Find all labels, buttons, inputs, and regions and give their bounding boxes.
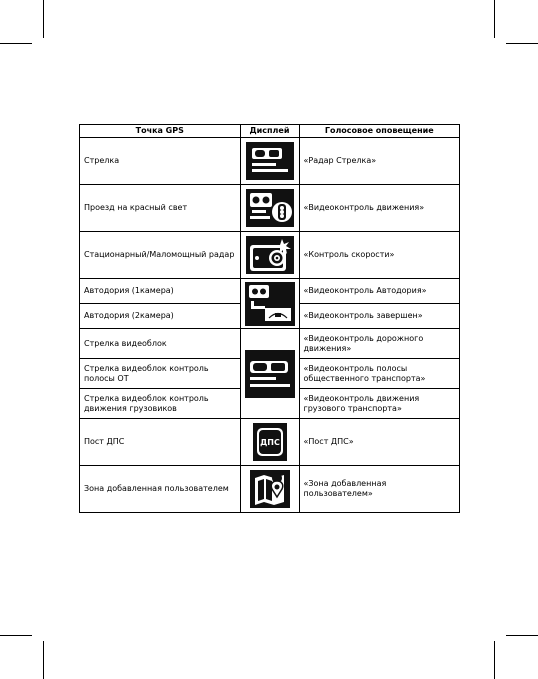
gps-point-cell: Стрелка видеоблок [80, 329, 241, 359]
table-header-row [80, 125, 460, 138]
table-row [80, 279, 460, 304]
crop-mark [0, 635, 32, 636]
crop-mark [43, 641, 44, 679]
crop-mark [0, 43, 32, 44]
videoblock-camera-icon [245, 350, 295, 398]
strelka-camera-icon [246, 142, 294, 180]
header-voice-alert: Голосовое оповещение [299, 125, 460, 138]
header-display: Дисплей [240, 125, 299, 138]
display-cell [240, 329, 299, 419]
display-cell [240, 419, 299, 466]
voice-alert-cell: «Видеоконтроль полосы общественного транспорта» [299, 359, 460, 389]
speed-radar-icon [246, 236, 294, 274]
table-row [80, 329, 460, 359]
crop-mark [43, 0, 44, 38]
crop-mark [506, 43, 538, 44]
gps-point-cell: Зона добавленная пользователем [80, 466, 241, 513]
gps-point-cell: Автодория (2камера) [80, 304, 241, 329]
voice-alert-cell: «Радар Стрелка» [299, 138, 460, 185]
gps-point-cell: Проезд на красный свет [80, 185, 241, 232]
table-row [80, 185, 460, 232]
voice-alert-cell: «Пост ДПС» [299, 419, 460, 466]
display-cell [240, 138, 299, 185]
gps-point-cell: Пост ДПС [80, 419, 241, 466]
table-row [80, 138, 460, 185]
gps-point-cell: Автодория (1камера) [80, 279, 241, 304]
gps-point-cell: Стрелка видеоблок контроль полосы ОТ [80, 359, 241, 389]
gps-point-cell: Стрелка видеоблок контроль движения грузовиков [80, 389, 241, 419]
display-cell [240, 232, 299, 279]
voice-alert-cell: «Видеоконтроль движения» [299, 185, 460, 232]
user-zone-map-icon [250, 470, 290, 508]
table-row [80, 232, 460, 279]
gps-point-cell: Стационарный/Маломощный радар [80, 232, 241, 279]
header-gps-point: Точка GPS [80, 125, 241, 138]
voice-alert-cell: «Видеоконтроль Автодория» [299, 279, 460, 304]
crop-mark [494, 0, 495, 38]
table-row [80, 419, 460, 466]
dps-label: ДПС [259, 438, 280, 447]
gps-points-table [79, 124, 460, 513]
dps-post-icon [253, 423, 287, 461]
voice-alert-cell: «Видеоконтроль дорожного движения» [299, 329, 460, 359]
gps-point-cell: Стрелка [80, 138, 241, 185]
voice-alert-cell: «Видеоконтроль движения грузового транспорта» [299, 389, 460, 419]
display-cell [240, 185, 299, 232]
voice-alert-cell: «Зона добавленная пользователем» [299, 466, 460, 513]
voice-alert-cell: «Контроль скорости» [299, 232, 460, 279]
display-cell [240, 466, 299, 513]
avtodoria-camera-icon [245, 282, 295, 326]
crop-mark [506, 635, 538, 636]
crop-mark [494, 641, 495, 679]
voice-alert-cell: «Видеоконтроль завершен» [299, 304, 460, 329]
red-light-camera-icon [246, 189, 294, 227]
table-row [80, 466, 460, 513]
display-cell [240, 279, 299, 329]
